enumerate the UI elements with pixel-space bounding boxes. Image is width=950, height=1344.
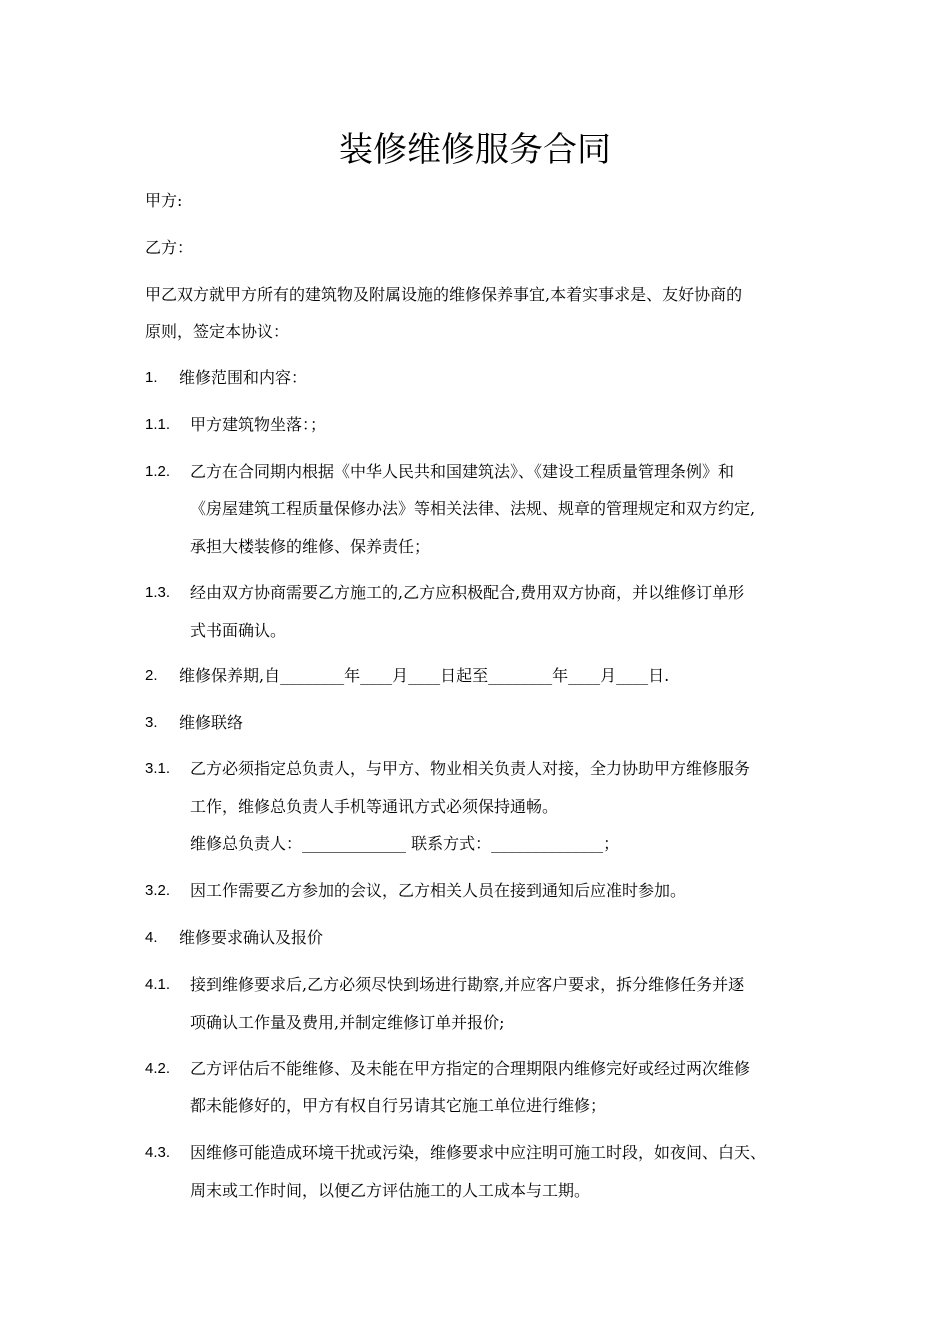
document-title: 装修维修服务合同: [339, 130, 611, 170]
section-heading: 维修联络: [179, 713, 244, 732]
clause-text: 甲方建筑物坐落：；: [190, 415, 327, 434]
clause-text: 因维修可能造成环境干扰或污染，维修要求中应注明可施工时段，如夜间、白天、: [190, 1143, 767, 1162]
clause-number: 1.3.: [145, 584, 171, 601]
clause-number: 1.2.: [145, 463, 171, 480]
section-number: 3.: [145, 714, 158, 731]
clause-number: 3.2.: [145, 882, 171, 899]
clause-text: 承担大楼装修的维修、保养责任；: [190, 537, 431, 556]
section-number: 1.: [145, 369, 158, 386]
clause-number: 4.3.: [145, 1144, 171, 1161]
clause-text: 《房屋建筑工程质量保修办法》等相关法律、法规、规章的管理规定和双方约定,: [190, 499, 756, 518]
section-heading: 维修要求确认及报价: [179, 928, 324, 947]
clause-text: 式书面确认。: [190, 621, 287, 640]
clause-text: 工作，维修总负责人手机等通讯方式必须保持通畅。: [190, 797, 559, 816]
clause-text: 接到维修要求后,乙方必须尽快到场进行勘察,并应客户要求，拆分维修任务并逐: [190, 975, 745, 994]
clause-text: 项确认工作量及费用,并制定维修订单并报价;: [190, 1013, 505, 1032]
section-heading: 维修保养期,自________年____月____日起至________年____月____日.: [179, 666, 670, 685]
intro-line-1: 甲乙双方就甲方所有的建筑物及附属设施的维修保养事宜,本着实事求是、友好协商的: [145, 285, 743, 304]
section-number: 2.: [145, 667, 158, 684]
contact-fill-line: 维修总负责人：_____________ 联系方式：______________；: [190, 834, 620, 853]
clause-text: 周末或工作时间，以便乙方评估施工的人工成本与工期。: [190, 1181, 591, 1200]
clause-text: 乙方必须指定总负责人，与甲方、物业相关负责人对接，全力协助甲方维修服务: [190, 759, 751, 778]
clause-text: 乙方在合同期内根据《中华人民共和国建筑法》、《建设工程质量管理条例》和: [190, 462, 735, 481]
clause-text: 因工作需要乙方参加的会议，乙方相关人员在接到通知后应准时参加。: [190, 881, 687, 900]
clause-text: 经由双方协商需要乙方施工的,乙方应积极配合,费用双方协商，并以维修订单形: [190, 583, 745, 602]
party-b-line: 乙方：: [145, 238, 194, 257]
clause-number: 1.1.: [145, 416, 171, 433]
section-number: 4.: [145, 929, 158, 946]
intro-line-2: 原则，签定本协议：: [145, 322, 290, 341]
clause-text: 都未能修好的，甲方有权自行另请其它施工单位进行维修；: [190, 1096, 607, 1115]
clause-text: 乙方评估后不能维修、及未能在甲方指定的合理期限内维修完好或经过两次维修: [190, 1059, 751, 1078]
party-a-line: 甲方:: [145, 191, 183, 210]
section-heading: 维修范围和内容：: [179, 368, 308, 387]
clause-number: 4.2.: [145, 1060, 171, 1077]
clause-number: 3.1.: [145, 760, 171, 777]
clause-number: 4.1.: [145, 976, 171, 993]
